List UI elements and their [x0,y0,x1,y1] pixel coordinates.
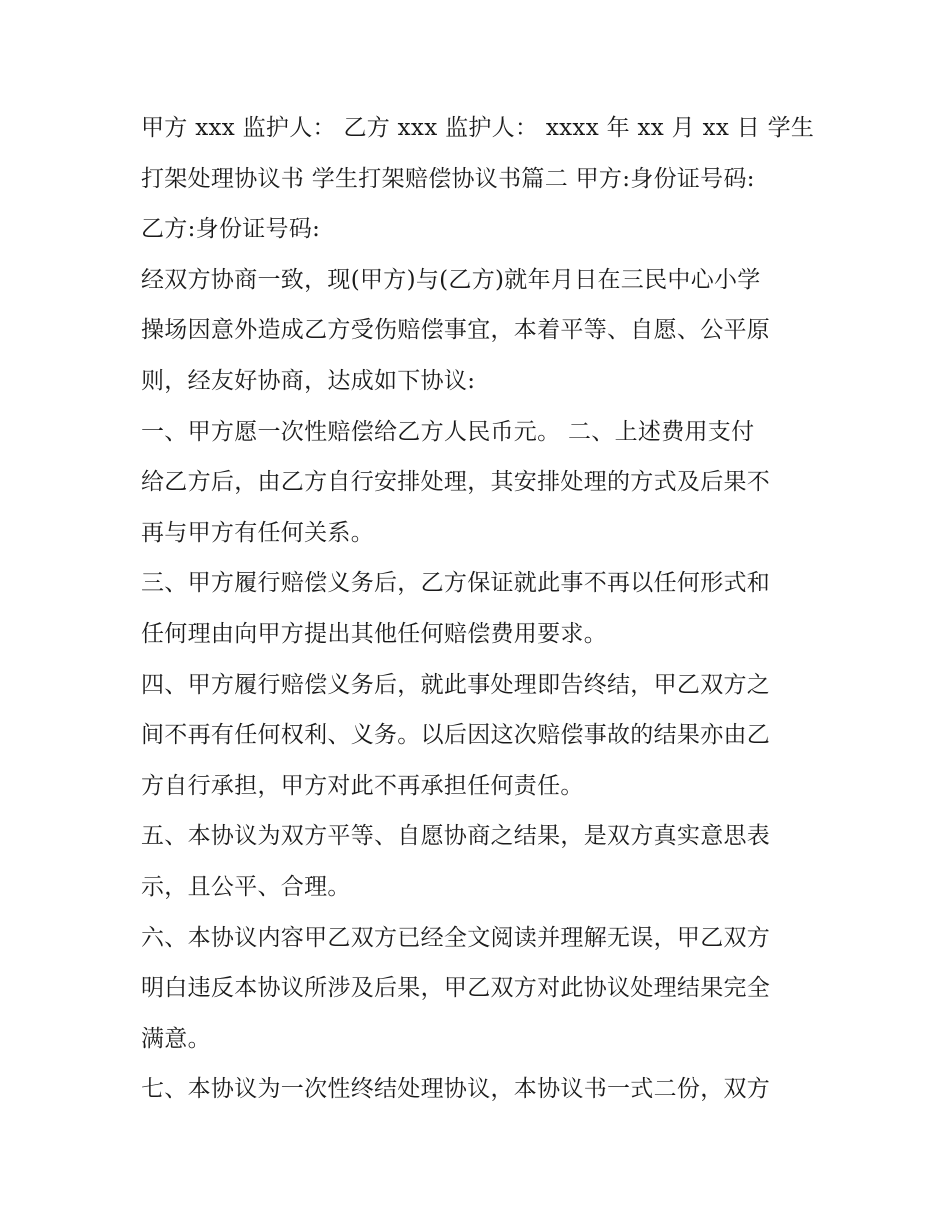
text-line: 间不再有任何权利、义务。以后因这次赔偿事故的结果亦由乙 [141,722,771,749]
text-line: 打架处理协议书 学生打架赔偿协议书篇二 甲方:身份证号码: [141,165,755,192]
text-line: 明白违反本协议所涉及后果，甲乙双方对此协议处理结果完全 [141,975,771,1002]
text-line: 再与甲方有任何关系。 [141,519,374,546]
text-line: 六、本协议内容甲乙双方已经全文阅读并理解无误，甲乙双方 [141,924,771,951]
text-line: 甲方 xxx 监护人： 乙方 xxx 监护人： xxxx 年 xx 月 xx 日 学生 [141,115,815,141]
text-line: 示，且公平、合理。 [141,873,351,900]
text-line: 五、本协议为双方平等、自愿协商之结果，是双方真实意思表 [141,823,771,850]
text-line: 方自行承担，甲方对此不再承担任何责任。 [141,772,584,799]
text-line: 经双方协商一致，现(甲方)与(乙方)就年月日在三民中心小学 [141,266,761,293]
text-line: 操场因意外造成乙方受伤赔偿事宜，本着平等、自愿、公平原 [141,317,771,344]
text-line: 给乙方后，由乙方自行安排处理，其安排处理的方式及后果不 [141,469,771,496]
text-line: 四、甲方履行赔偿义务后，就此事处理即告终结，甲乙双方之 [141,671,771,698]
text-line: 满意。 [141,1025,211,1052]
document-body [141,103,821,1115]
text-line: 乙方:身份证号码: [141,216,321,243]
text-line: 七、本协议为一次性终结处理协议，本协议书一式二份，双方 [141,1076,771,1103]
text-line: 则，经友好协商，达成如下协议: [141,367,476,394]
text-line: 任何理由向甲方提出其他任何赔偿费用要求。 [141,620,607,647]
text-line: 三、甲方履行赔偿义务后，乙方保证就此事不再以任何形式和 [141,570,771,597]
text-line: 一、甲方愿一次性赔偿给乙方人民币元。 二、上述费用支付 [141,418,755,445]
